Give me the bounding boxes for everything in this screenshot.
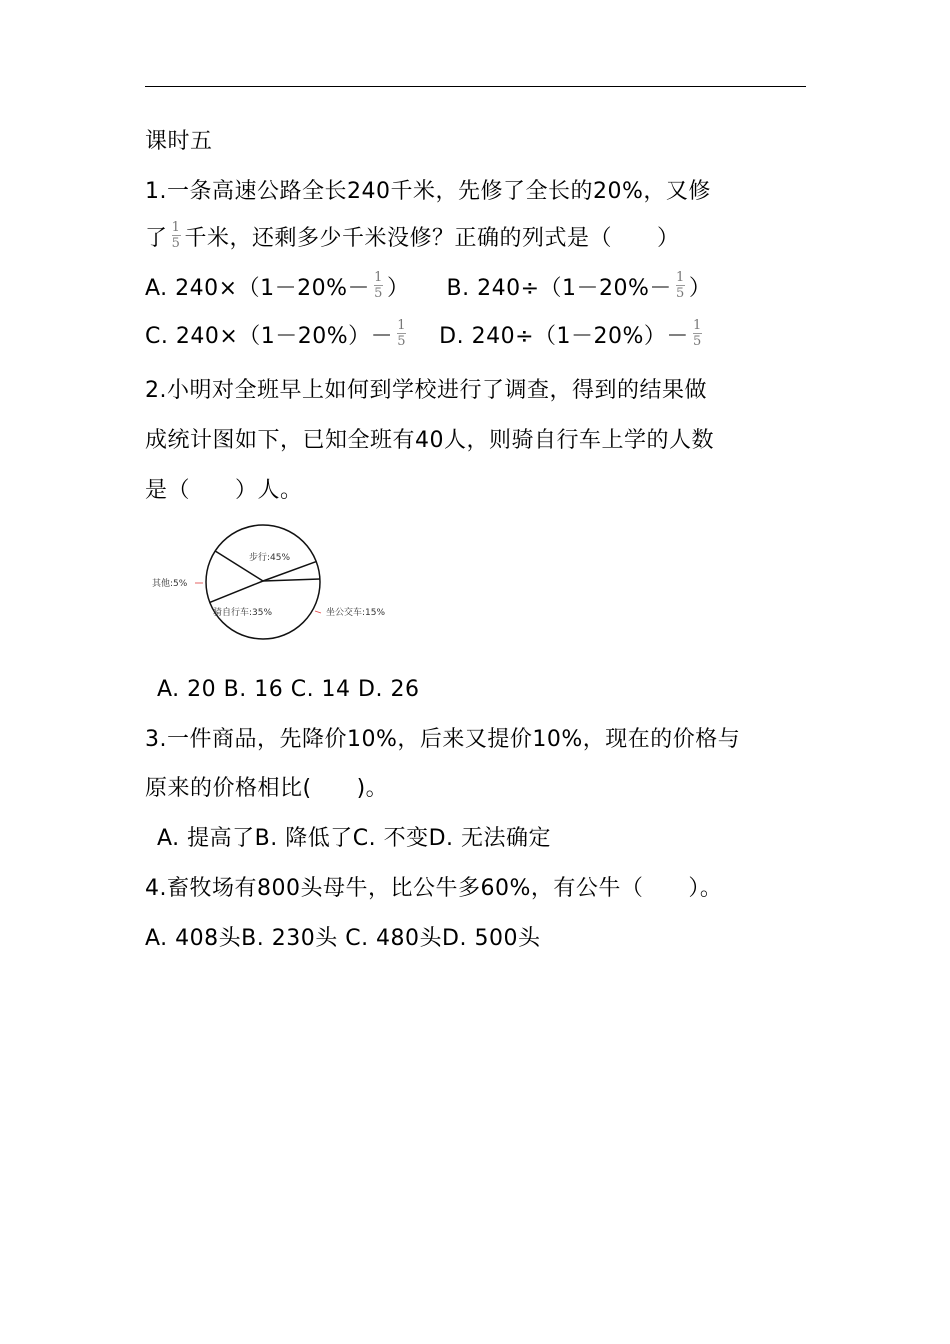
pie-slice-boundary <box>210 581 263 602</box>
q1-option-a: A. 240×（1－20%－ <box>145 276 370 301</box>
q1-option-a-end: ） <box>386 276 410 301</box>
fraction: $\frac{1}{5}$ <box>676 269 685 301</box>
q1-line2-post: 千米，还剩多少千米没修？正确的列式是（ ） <box>184 226 680 251</box>
pie-slice-label: 其他:5% <box>152 579 188 589</box>
q1-options-ab <box>145 269 712 304</box>
pie-label-pointer <box>315 611 321 613</box>
q1-line2 <box>145 219 680 254</box>
lesson-title: 课时五 <box>145 129 213 154</box>
fraction: $\frac{1}{5}$ <box>693 317 702 349</box>
q2-line1: 2.小明对全班早上如何到学校进行了调查，得到的结果做 <box>145 378 707 403</box>
fraction: $\frac{1}{5}$ <box>171 219 181 251</box>
pie-outline <box>206 525 320 639</box>
q1-option-c: C. 240×（1－20%）－ <box>145 324 394 349</box>
q3-line1: 3.一件商品，先降价10%，后来又提价10%，现在的价格与 <box>145 727 741 752</box>
q2-options: A. 20 B. 16 C. 14 D. 26 <box>157 677 420 702</box>
q4-line1: 4.畜牧场有800头母牛，比公牛多60%，有公牛（ ）。 <box>145 876 723 901</box>
pie-slice-boundary <box>263 579 320 581</box>
q3-line2: 原来的价格相比( )。 <box>145 776 389 801</box>
fraction: $\frac{1}{5}$ <box>397 317 407 349</box>
header-rule <box>145 86 806 87</box>
pie-slice-label: 步行:45% <box>249 553 291 563</box>
q1-option-b: B. 240÷（1－20%－ <box>446 276 672 301</box>
pie-slice-label: 骑自行车:35% <box>213 608 273 618</box>
q2-line3: 是（ ）人。 <box>145 478 303 503</box>
q1-line2-pre: 了 <box>145 226 168 251</box>
q1-options-cd <box>145 317 706 352</box>
q1-line1: 1.一条高速公路全长240千米，先修了全长的20%，又修 <box>145 179 711 204</box>
pie-chart <box>145 520 415 650</box>
q4-options: A. 408头B. 230头 C. 480头D. 500头 <box>145 926 541 951</box>
pie-slice-label: 坐公交车:15% <box>326 608 386 618</box>
q1-option-b-end: ） <box>688 276 712 301</box>
q1-option-d: D. 240÷（1－20%）－ <box>439 324 689 349</box>
pie-slice-boundary <box>263 562 316 581</box>
fraction: $\frac{1}{5}$ <box>374 269 383 301</box>
q2-line2: 成统计图如下，已知全班有40人，则骑自行车上学的人数 <box>145 428 714 453</box>
q3-options: A. 提高了B. 降低了C. 不变D. 无法确定 <box>157 826 552 851</box>
